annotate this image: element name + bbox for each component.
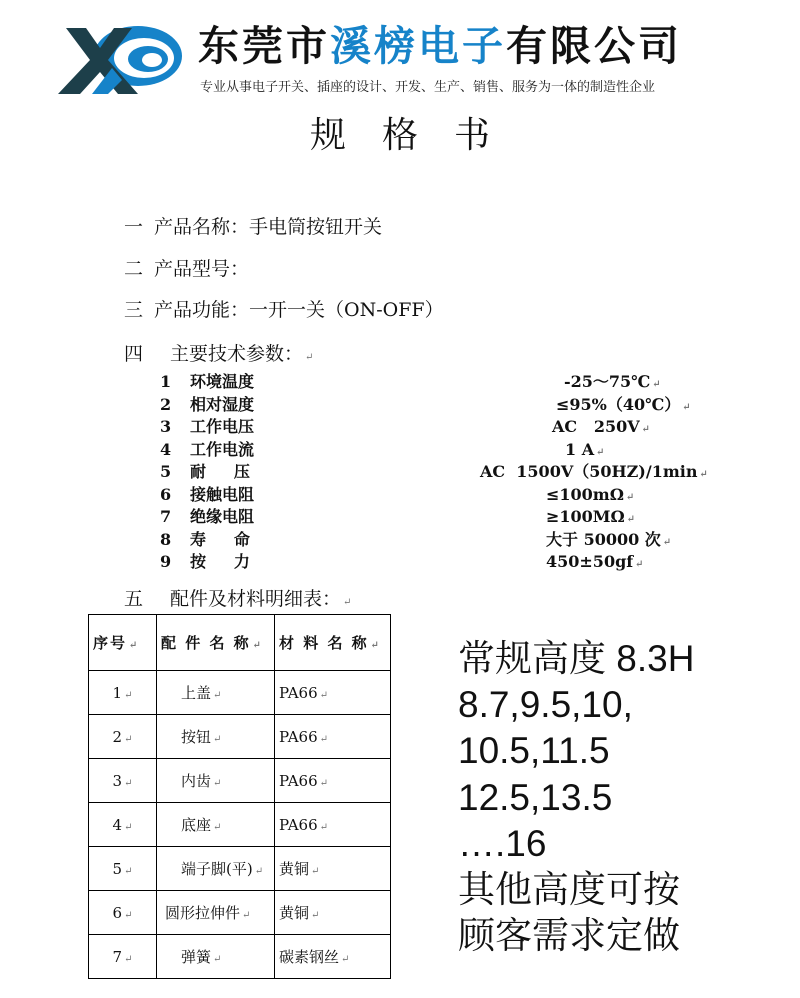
height-options-note	[458, 636, 694, 959]
table-cell-no: 5 ↵	[89, 847, 157, 891]
table-cell-no: 7 ↵	[89, 935, 157, 979]
table-cell-part: 圆形拉伸件 ↵	[157, 891, 275, 935]
table-cell-material: 碳素钢丝 ↵	[275, 935, 391, 979]
note-line: 10.5,11.5	[458, 730, 610, 772]
table-cell-no: 6 ↵	[89, 891, 157, 935]
param-row: 3 工作电压 AC 250V ↵	[160, 417, 651, 436]
table-header: 配 件 名 称 ↵	[157, 615, 275, 671]
table-cell-material: PA66 ↵	[275, 759, 391, 803]
table-cell-part: 上盖 ↵	[157, 671, 275, 715]
param-row: 8 寿 命 大于 50000 次 ↵	[160, 529, 672, 549]
table-cell-material: 黄铜 ↵	[275, 847, 391, 891]
table-cell-material: PA66 ↵	[275, 671, 391, 715]
param-row: 2 相对湿度 ≤95%（40℃） ↵	[160, 394, 691, 414]
section-parts-list: 五 配件及材料明细表： ↵	[124, 588, 352, 610]
params-list	[0, 371, 800, 581]
table-cell-no: 2 ↵	[89, 715, 157, 759]
note-line: ….16	[458, 822, 547, 864]
table-cell-material: PA66 ↵	[275, 803, 391, 847]
param-row: 9 按 力 450±50gf ↵	[160, 552, 644, 571]
note-line: 8.7,9.5,10,	[458, 684, 633, 726]
company-name: 东莞市溪榜电子有限公司	[198, 22, 682, 70]
param-row: 4 工作电流 1 A ↵	[160, 439, 605, 459]
table-cell-no: 1 ↵	[89, 671, 157, 715]
company-tagline: 专业从事电子开关、插座的设计、开发、生产、销售、服务为一体的制造性企业	[200, 80, 656, 95]
table-cell-part: 端子脚(平) ↵	[157, 847, 275, 891]
table-cell-part: 内齿 ↵	[157, 759, 275, 803]
note-line: 12.5,13.5	[458, 776, 613, 818]
table-cell-no: 4 ↵	[89, 803, 157, 847]
page-title: 规格书	[309, 115, 526, 156]
table-cell-part: 弹簧 ↵	[157, 935, 275, 979]
table-cell-part: 底座 ↵	[157, 803, 275, 847]
table-row	[89, 847, 391, 891]
param-row: 7 绝缘电阻 ≥100MΩ ↵	[160, 507, 636, 526]
section-product-name: 一 产品名称：手电筒按钮开关	[124, 216, 383, 238]
section-tech-params: 四 主要技术参数： ↵	[124, 343, 314, 365]
table-row	[89, 759, 391, 803]
parts-table	[88, 614, 391, 979]
section-product-model: 二 产品型号：	[124, 258, 250, 280]
table-row	[89, 935, 391, 979]
param-row: 5 耐 压 AC 1500V（50HZ)/1min ↵	[160, 462, 708, 481]
table-row	[89, 803, 391, 847]
note-line: 其他高度可按	[458, 869, 680, 911]
section-product-function: 三 产品功能：一开一关（ON-OFF）	[124, 299, 444, 321]
table-header: 材 料 名 称 ↵	[275, 615, 391, 671]
table-cell-material: 黄铜 ↵	[275, 891, 391, 935]
table-cell-part: 按钮 ↵	[157, 715, 275, 759]
table-row	[89, 715, 391, 759]
param-row: 6 接触电阻 ≤100mΩ ↵	[160, 484, 635, 504]
table-cell-material: PA66 ↵	[275, 715, 391, 759]
table-cell-no: 3 ↵	[89, 759, 157, 803]
table-header-row	[89, 615, 391, 671]
table-row	[89, 891, 391, 935]
table-header: 序号 ↵	[89, 615, 157, 671]
table-row	[89, 671, 391, 715]
company-logo	[52, 22, 184, 98]
note-line: 常规高度 8.3H	[458, 638, 695, 679]
note-line: 顾客需求定做	[458, 915, 680, 957]
param-row: 1 环境温度 -25～75℃ ↵	[160, 372, 661, 391]
